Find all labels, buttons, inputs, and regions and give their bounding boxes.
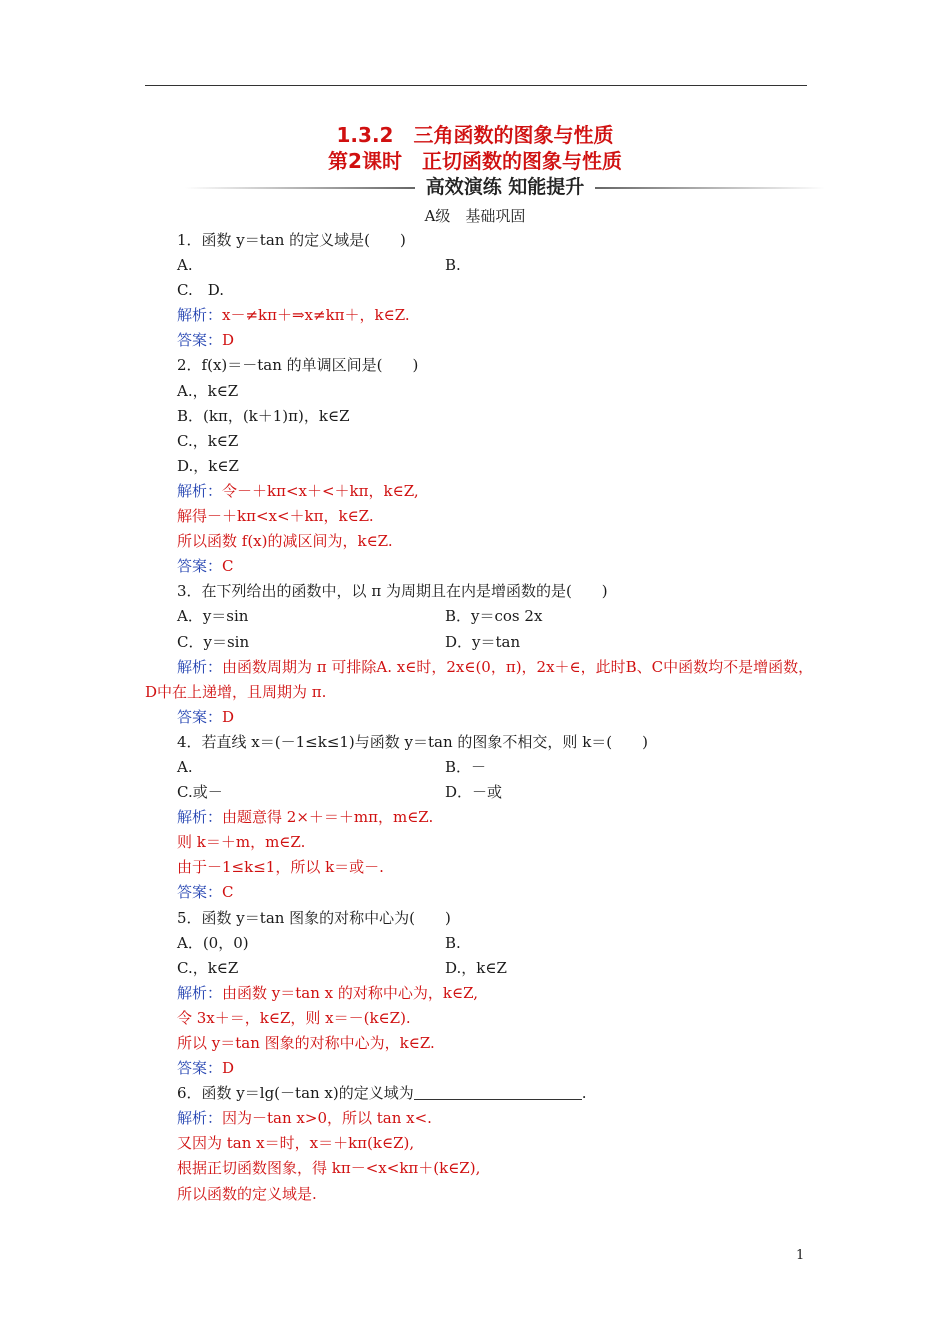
solution-label: 解析： [177, 481, 223, 500]
answer-value: C [222, 557, 234, 576]
page-number: 1 [796, 1248, 805, 1263]
question-line [177, 404, 817, 429]
question-text: 1．函数 y＝tan 的定义域是( ) [177, 231, 406, 249]
solution-label: 解析： [177, 983, 223, 1002]
solution-line [177, 1006, 817, 1031]
solution-text: 解得－＋kπ<x<＋kπ，k∈Z. [177, 507, 374, 526]
answer-label: 答案： [177, 331, 223, 350]
option-row [177, 604, 817, 629]
answer-line [177, 880, 817, 905]
option-row [177, 630, 817, 655]
option-right: D．y＝tan [445, 632, 521, 651]
option-right: D.，k∈Z [445, 958, 507, 977]
solution-text: 由函数 y＝tan x 的对称中心为，k∈Z, [222, 983, 479, 1002]
solution-line [177, 855, 817, 880]
solution-text: 令－＋kπ<x＋<＋kπ，k∈Z, [222, 481, 419, 500]
solution-text: 由题意得 2×＋＝＋mπ，m∈Z. [222, 808, 434, 827]
option-right: D．－或 [445, 783, 503, 802]
option-left: A. [177, 256, 193, 275]
option-left: C．y＝sin [177, 632, 250, 651]
solution-line [177, 805, 817, 830]
answer-label: 答案： [177, 883, 223, 902]
answer-line [177, 328, 817, 353]
solution-paragraph [145, 655, 817, 705]
solution-line [177, 504, 817, 529]
solution-line [177, 830, 817, 855]
lesson-title: 第2课时 正切函数的图象与性质 [328, 149, 622, 173]
header-rule [145, 85, 807, 86]
question-line [177, 730, 817, 755]
answer-value: C [222, 883, 234, 902]
option-right: B. [445, 256, 461, 275]
question-line [177, 379, 817, 404]
solution-text: 由函数周期为 π 可排除A. x∈时，2x∈(0，π)，2x＋∈，此时B、C中函数均不是增函数，D中在上递增，且周期为 π. [145, 657, 814, 701]
solution-text: 所以函数 f(x)的减区间为，k∈Z. [177, 532, 393, 551]
banner [185, 174, 825, 200]
question-line [177, 228, 817, 253]
option-row [177, 755, 817, 780]
answer-blank [414, 1083, 582, 1100]
question-text: 2．f(x)＝－tan 的单调区间是( ) [177, 356, 419, 375]
question-text: 3．在下列给出的函数中，以 π 为周期且在内是增函数的是( ) [177, 582, 608, 601]
solution-line [177, 981, 817, 1006]
question-line [177, 906, 817, 931]
answer-value: D [222, 707, 235, 726]
solution-text: 又因为 tan x＝时，x＝＋kπ(k∈Z), [177, 1134, 415, 1153]
solution-label: 解析： [177, 808, 223, 827]
solution-text: 所以函数的定义域是. [177, 1184, 317, 1203]
level-heading: A级 基础巩固 [424, 207, 526, 225]
question-text: 4．若直线 x＝(－1≤k≤1)与函数 y＝tan 的图象不相交，则 k＝( ) [177, 732, 648, 751]
option-right: B．－ [445, 757, 487, 776]
question-line [177, 429, 817, 454]
answer-line [177, 1056, 817, 1081]
solution-line [177, 1106, 817, 1131]
question-text: C. D. [177, 281, 224, 300]
solution-line [177, 1182, 817, 1207]
question-text: 5．函数 y＝tan 图象的对称中心为( ) [177, 908, 451, 927]
answer-label: 答案： [177, 1059, 223, 1078]
option-left: A．(0，0) [177, 933, 249, 952]
question-text: 6．函数 y＝lg(－tan x)的定义域为 [177, 1084, 414, 1103]
solution-text: 则 k＝＋m，m∈Z. [177, 833, 306, 852]
option-left: C.或－ [177, 783, 223, 802]
exercise-content [145, 228, 817, 1207]
fill-blank-question [177, 1081, 817, 1106]
option-row [177, 931, 817, 956]
option-row [177, 253, 817, 278]
solution-label: 解析： [177, 306, 223, 325]
question-line [177, 454, 817, 479]
option-row [177, 780, 817, 805]
solution-line [177, 1031, 817, 1056]
question-text: D.，k∈Z [177, 456, 239, 475]
solution-text: 因为－tan x>0，所以 tan x<. [222, 1109, 432, 1128]
question-line [177, 278, 817, 303]
question-line [177, 579, 817, 604]
question-line [177, 353, 817, 378]
answer-line [177, 705, 817, 730]
solution-text: 所以 y＝tan 图象的对称中心为，k∈Z. [177, 1034, 435, 1052]
option-row [177, 956, 817, 981]
solution-text: x－≠kπ＋⇒x≠kπ＋，k∈Z. [222, 306, 410, 325]
option-right: B．y＝cos 2x [445, 607, 543, 626]
solution-text: 根据正切函数图象，得 kπ－<x<kπ＋(k∈Z), [177, 1159, 481, 1178]
answer-label: 答案： [177, 707, 223, 726]
solution-text: 令 3x＋＝，k∈Z，则 x＝－(k∈Z). [177, 1008, 411, 1027]
option-left: A. [177, 757, 193, 776]
answer-value: D [222, 1059, 235, 1078]
question-text: B．(kπ，(k＋1)π)，k∈Z [177, 406, 350, 425]
answer-label: 答案： [177, 557, 223, 576]
option-left: A．y＝sin [177, 607, 249, 626]
solution-line [177, 1156, 817, 1181]
banner-text: 高效演练 知能提升 [425, 176, 585, 198]
option-right: B. [445, 933, 461, 952]
solution-line [177, 303, 817, 328]
solution-label: 解析： [177, 657, 223, 676]
question-tail: . [581, 1084, 587, 1103]
answer-line [177, 554, 817, 579]
section-title: 1.3.2 三角函数的图象与性质 [336, 123, 614, 147]
question-text: A.，k∈Z [177, 381, 239, 400]
banner-right-line [595, 187, 825, 189]
option-left: C.，k∈Z [177, 958, 239, 977]
solution-line [177, 1131, 817, 1156]
question-text: C.，k∈Z [177, 431, 239, 450]
solution-line [177, 479, 817, 504]
solution-label: 解析： [177, 1109, 223, 1128]
solution-line [177, 529, 817, 554]
solution-text: 由于－1≤k≤1，所以 k＝或－. [177, 858, 384, 877]
answer-value: D [222, 331, 235, 350]
